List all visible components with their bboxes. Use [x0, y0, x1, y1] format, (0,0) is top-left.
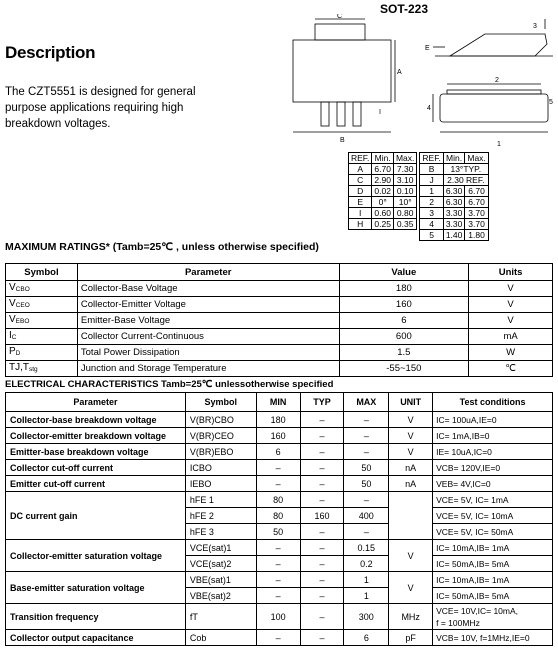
ec-symbol-cell: VBE(sat)1 — [185, 572, 256, 588]
ec-unit-cell: MHz — [389, 604, 433, 630]
ec-parameter-cell: Collector-base breakdown voltage — [6, 412, 186, 428]
dim-cell: 3.70 — [465, 219, 488, 230]
ec-min-cell: – — [256, 476, 300, 492]
description-text: The CZT5551 is designed for general purpose applications requiring high breakdown voltages. — [5, 86, 196, 130]
ec-row — [6, 572, 553, 588]
ec-symbol-cell: hFE 2 — [185, 508, 256, 524]
ec-typ-cell: – — [300, 476, 344, 492]
dim-cell: J — [420, 175, 443, 186]
dim-cell: 2.90 — [372, 175, 394, 186]
max-rating-row — [6, 281, 553, 297]
dim-label-b: B — [340, 137, 345, 144]
ec-test-cell — [433, 572, 553, 588]
ec-max-cell: 0.15 — [344, 540, 389, 556]
symbol-subscript: CEO — [15, 302, 30, 309]
dimension-table — [348, 152, 489, 241]
ec-parameter-cell: Transition frequency — [6, 604, 186, 630]
ec-max-cell: 0.2 — [344, 556, 389, 572]
max-symbol-cell — [6, 313, 78, 329]
ec-typ-cell: 160 — [300, 508, 344, 524]
dim-cell: 4 — [420, 219, 443, 230]
max-parameter-cell: Collector-Base Voltage — [77, 281, 339, 297]
max-symbol-cell — [6, 361, 78, 377]
ec-test-cell — [433, 556, 553, 572]
ec-min-cell: – — [256, 460, 300, 476]
ec-min-cell: 80 — [256, 492, 300, 508]
ec-unit-cell: V — [389, 540, 433, 572]
dim-label-e: E — [425, 45, 430, 52]
dim-cell: 3 — [420, 208, 443, 219]
ec-test-cell — [433, 604, 553, 630]
ec-min-cell: 100 — [256, 604, 300, 630]
dim-cell: 6.70 — [372, 164, 394, 175]
max-header-value: Value — [339, 264, 469, 281]
ec-typ-cell: – — [300, 540, 344, 556]
symbol-main: TJ,T — [9, 362, 29, 373]
ec-max-cell: 50 — [344, 460, 389, 476]
dim-cell: 6.70 — [465, 197, 488, 208]
test-condition-line2: f = 100MHz — [436, 617, 480, 628]
ec-test-cell — [433, 492, 553, 508]
test-condition: VCE= 10V,IC= 10mA, — [436, 605, 519, 616]
max-header-symbol: Symbol — [6, 264, 78, 281]
ec-typ-cell: – — [300, 604, 344, 630]
max-unit-cell: W — [469, 345, 553, 361]
test-condition: IE= 10uA,IC=0 — [436, 446, 492, 457]
ec-parameter-cell: Collector-emitter breakdown voltage — [6, 428, 186, 444]
ec-test-cell — [433, 508, 553, 524]
dim-row — [349, 219, 489, 230]
ec-unit-cell: V — [389, 428, 433, 444]
ec-symbol-cell: V(BR)CEO — [185, 428, 256, 444]
symbol-subscript: C — [11, 334, 17, 341]
ec-row — [6, 412, 553, 428]
max-unit-cell: V — [469, 313, 553, 329]
package-title: SOT-223 — [380, 2, 429, 16]
ec-min-cell: – — [256, 572, 300, 588]
ec-max-cell: – — [344, 412, 389, 428]
ec-typ-cell: – — [300, 444, 344, 460]
ec-row — [6, 492, 553, 508]
max-parameter-cell: Junction and Storage Temperature — [77, 361, 339, 377]
dim-cell: E — [349, 197, 372, 208]
dim-cell: 6.70 — [465, 186, 488, 197]
ec-parameter-cell: Collector-emitter saturation voltage — [6, 540, 186, 572]
dim-cell: 1.80 — [465, 230, 488, 241]
symbol-main: P — [9, 346, 16, 357]
dim-header-ref: REF. — [420, 153, 443, 164]
dim-row — [349, 197, 489, 208]
ec-max-cell: 1 — [344, 588, 389, 604]
dim-label-3: 3 — [533, 23, 537, 30]
ec-test-cell — [433, 630, 553, 646]
max-rating-row — [6, 297, 553, 313]
max-rating-row — [6, 361, 553, 377]
ec-unit-cell: pF — [389, 630, 433, 646]
ec-max-cell: 400 — [344, 508, 389, 524]
max-unit-cell: mA — [469, 329, 553, 345]
ec-header-typ: TYP — [300, 393, 344, 412]
ec-min-cell: – — [256, 556, 300, 572]
max-parameter-cell: Collector-Emitter Voltage — [77, 297, 339, 313]
ec-min-cell: 160 — [256, 428, 300, 444]
dim-label-4: 4 — [427, 105, 431, 112]
ec-test-cell — [433, 588, 553, 604]
dim-cell: 0.80 — [393, 208, 416, 219]
test-condition: IC= 50mA,IB= 5mA — [436, 590, 510, 601]
dim-row — [349, 208, 489, 219]
dim-header-min: Min. — [372, 153, 394, 164]
ec-unit-cell — [389, 492, 433, 540]
ec-test-cell — [433, 540, 553, 556]
ec-max-cell: 6 — [344, 630, 389, 646]
ec-parameter-cell: Emitter-base breakdown voltage — [6, 444, 186, 460]
package-outline-drawings — [285, 14, 555, 154]
dim-row — [349, 164, 489, 175]
ec-min-cell: 80 — [256, 508, 300, 524]
ec-symbol-cell: V(BR)EBO — [185, 444, 256, 460]
ec-test-cell — [433, 460, 553, 476]
dim-cell: 3.10 — [393, 175, 416, 186]
dim-cell: 2 — [420, 197, 443, 208]
max-header-parameter: Parameter — [77, 264, 339, 281]
ec-header-test-conditions: Test conditions — [433, 393, 553, 412]
symbol-subscript: stg — [29, 366, 38, 373]
ec-test-cell — [433, 524, 553, 540]
max-rating-row — [6, 313, 553, 329]
test-condition: VCB= 10V, f=1MHz,IE=0 — [436, 632, 530, 643]
ec-test-cell — [433, 428, 553, 444]
dim-cell: 0° — [372, 197, 394, 208]
dim-label-c: C — [337, 14, 343, 20]
max-ratings-table — [5, 263, 553, 377]
dim-cell — [393, 230, 416, 241]
ec-min-cell: 50 — [256, 524, 300, 540]
test-condition: VCE= 5V, IC= 50mA — [436, 526, 514, 537]
ec-typ-cell: – — [300, 588, 344, 604]
max-unit-cell: ℃ — [469, 361, 553, 377]
ec-row — [6, 630, 553, 646]
ec-min-cell: – — [256, 588, 300, 604]
dim-header-ref: REF. — [349, 153, 372, 164]
max-value-cell: -55~150 — [339, 361, 469, 377]
dim-cell: D — [349, 186, 372, 197]
max-parameter-cell: Total Power Dissipation — [77, 345, 339, 361]
ec-test-cell — [433, 412, 553, 428]
ec-symbol-cell: ICBO — [185, 460, 256, 476]
max-ratings-title: MAXIMUM RATINGS* (Tamb=25℃ , unless otherwise specified) — [5, 241, 319, 253]
max-rating-row — [6, 329, 553, 345]
ec-typ-cell: – — [300, 492, 344, 508]
dim-cell: 1.40 — [443, 230, 465, 241]
dim-header-min: Min. — [443, 153, 465, 164]
ec-parameter-cell: Base-emitter saturation voltage — [6, 572, 186, 604]
test-condition: IC= 10mA,IB= 1mA — [436, 574, 510, 585]
dim-label-a: A — [397, 69, 402, 76]
test-condition: IC= 10mA,IB= 1mA — [436, 542, 510, 553]
dim-row — [349, 175, 489, 186]
max-parameter-cell: Collector Current-Continuous — [77, 329, 339, 345]
max-header-row — [6, 264, 553, 281]
test-condition: VCE= 5V, IC= 1mA — [436, 494, 509, 505]
dim-cell: 0.02 — [372, 186, 394, 197]
ec-unit-cell: nA — [389, 476, 433, 492]
symbol-main: V — [9, 298, 16, 309]
symbol-main: V — [9, 314, 16, 325]
electrical-characteristics-title: ELECTRICAL CHARACTERISTICS Tamb=25℃ unlessotherwise specified — [5, 379, 334, 390]
symbol-main: V — [9, 282, 16, 293]
test-condition: VEB= 4V,IC=0 — [436, 478, 491, 489]
ec-unit-cell: V — [389, 444, 433, 460]
dim-cell: 0.25 — [372, 219, 394, 230]
max-symbol-cell — [6, 329, 78, 345]
ec-row — [6, 428, 553, 444]
ec-header-row — [6, 393, 553, 412]
ec-header-min: MIN — [256, 393, 300, 412]
ec-min-cell: 6 — [256, 444, 300, 460]
max-value-cell: 600 — [339, 329, 469, 345]
ec-typ-cell: – — [300, 412, 344, 428]
ec-header-unit: UNIT — [389, 393, 433, 412]
dim-cell: I — [349, 208, 372, 219]
electrical-characteristics-table — [5, 392, 553, 646]
ec-parameter-cell: Collector cut-off current — [6, 460, 186, 476]
ec-symbol-cell: V(BR)CBO — [185, 412, 256, 428]
ec-parameter-cell: Collector output capacitance — [6, 630, 186, 646]
dim-cell: 6.30 — [443, 186, 465, 197]
test-condition: VCE= 5V, IC= 10mA — [436, 510, 514, 521]
ec-row — [6, 604, 553, 630]
max-rating-row — [6, 345, 553, 361]
max-value-cell: 180 — [339, 281, 469, 297]
test-condition: VCB= 120V,IE=0 — [436, 462, 501, 473]
max-value-cell: 1.5 — [339, 345, 469, 361]
dim-header-max: Max. — [465, 153, 488, 164]
dim-header-row — [349, 153, 489, 164]
ec-row — [6, 540, 553, 556]
dim-cell: 10° — [393, 197, 416, 208]
ec-typ-cell: – — [300, 572, 344, 588]
dim-cell: 3.30 — [443, 208, 465, 219]
dim-label-i: I — [379, 109, 381, 116]
ec-typ-cell: – — [300, 460, 344, 476]
ec-typ-cell: – — [300, 524, 344, 540]
dim-cell: 13°TYP. — [443, 164, 488, 175]
ec-unit-cell: V — [389, 412, 433, 428]
max-parameter-cell: Emitter-Base Voltage — [77, 313, 339, 329]
symbol-subscript: EBO — [15, 318, 30, 325]
ec-min-cell: 180 — [256, 412, 300, 428]
dim-cell: 0.35 — [393, 219, 416, 230]
ec-unit-cell: V — [389, 572, 433, 604]
ec-header-symbol: Symbol — [185, 393, 256, 412]
ec-max-cell: 300 — [344, 604, 389, 630]
ec-symbol-cell: IEBO — [185, 476, 256, 492]
dim-label-2: 2 — [495, 77, 499, 84]
dim-header-max: Max. — [393, 153, 416, 164]
ec-row — [6, 460, 553, 476]
dim-cell: B — [420, 164, 443, 175]
ec-min-cell: – — [256, 540, 300, 556]
ec-max-cell: 1 — [344, 572, 389, 588]
dim-label-5: 5 — [549, 99, 553, 106]
ec-symbol-cell: VCE(sat)1 — [185, 540, 256, 556]
ec-symbol-cell: fT — [185, 604, 256, 630]
dim-row — [349, 186, 489, 197]
ec-header-parameter: Parameter — [6, 393, 186, 412]
dim-cell: 3.70 — [465, 208, 488, 219]
symbol-main: I — [9, 330, 12, 341]
dim-cell: H — [349, 219, 372, 230]
body-outline — [293, 40, 391, 102]
ec-parameter-cell: Emitter cut-off current — [6, 476, 186, 492]
ec-symbol-cell: VCE(sat)2 — [185, 556, 256, 572]
max-unit-cell: V — [469, 297, 553, 313]
ec-typ-cell: – — [300, 630, 344, 646]
dim-cell: 0.60 — [372, 208, 394, 219]
dim-cell: 7.30 — [393, 164, 416, 175]
max-value-cell: 6 — [339, 313, 469, 329]
description-title: Description — [5, 43, 96, 62]
ec-symbol-cell: hFE 1 — [185, 492, 256, 508]
symbol-subscript: D — [15, 350, 21, 357]
ec-symbol-cell: hFE 3 — [185, 524, 256, 540]
ec-test-cell — [433, 444, 553, 460]
ec-test-cell — [433, 476, 553, 492]
max-symbol-cell — [6, 297, 78, 313]
ec-row — [6, 476, 553, 492]
dim-cell — [349, 230, 372, 241]
max-header-units: Units — [469, 264, 553, 281]
ec-unit-cell: nA — [389, 460, 433, 476]
ec-header-max: MAX — [344, 393, 389, 412]
ec-symbol-cell: Cob — [185, 630, 256, 646]
ec-symbol-cell: VBE(sat)2 — [185, 588, 256, 604]
ec-parameter-cell: DC current gain — [6, 492, 186, 540]
max-symbol-cell — [6, 345, 78, 361]
dim-cell: A — [349, 164, 372, 175]
max-symbol-cell — [6, 281, 78, 297]
dim-label-1: 1 — [497, 141, 501, 148]
max-unit-cell: V — [469, 281, 553, 297]
ec-max-cell: – — [344, 428, 389, 444]
ec-row — [6, 444, 553, 460]
dim-cell: 3.30 — [443, 219, 465, 230]
tab-outline — [315, 24, 365, 40]
dim-cell: 5 — [420, 230, 443, 241]
test-condition: IC= 1mA,IB=0 — [436, 430, 490, 441]
ec-typ-cell: – — [300, 556, 344, 572]
ec-max-cell: – — [344, 524, 389, 540]
test-condition: IC= 50mA,IB= 5mA — [436, 558, 510, 569]
ec-min-cell: – — [256, 630, 300, 646]
dim-cell: 0.10 — [393, 186, 416, 197]
dim-row — [349, 230, 489, 241]
ec-max-cell: – — [344, 492, 389, 508]
dim-cell: C — [349, 175, 372, 186]
ec-max-cell: 50 — [344, 476, 389, 492]
ec-typ-cell: – — [300, 428, 344, 444]
dim-cell: 6.30 — [443, 197, 465, 208]
max-value-cell: 160 — [339, 297, 469, 313]
dim-cell — [372, 230, 394, 241]
dim-cell: 1 — [420, 186, 443, 197]
test-condition: IC= 100uA,IE=0 — [436, 414, 497, 425]
dim-cell: 2.30 REF. — [443, 175, 488, 186]
ec-max-cell: – — [344, 444, 389, 460]
symbol-subscript: CBO — [15, 286, 30, 293]
